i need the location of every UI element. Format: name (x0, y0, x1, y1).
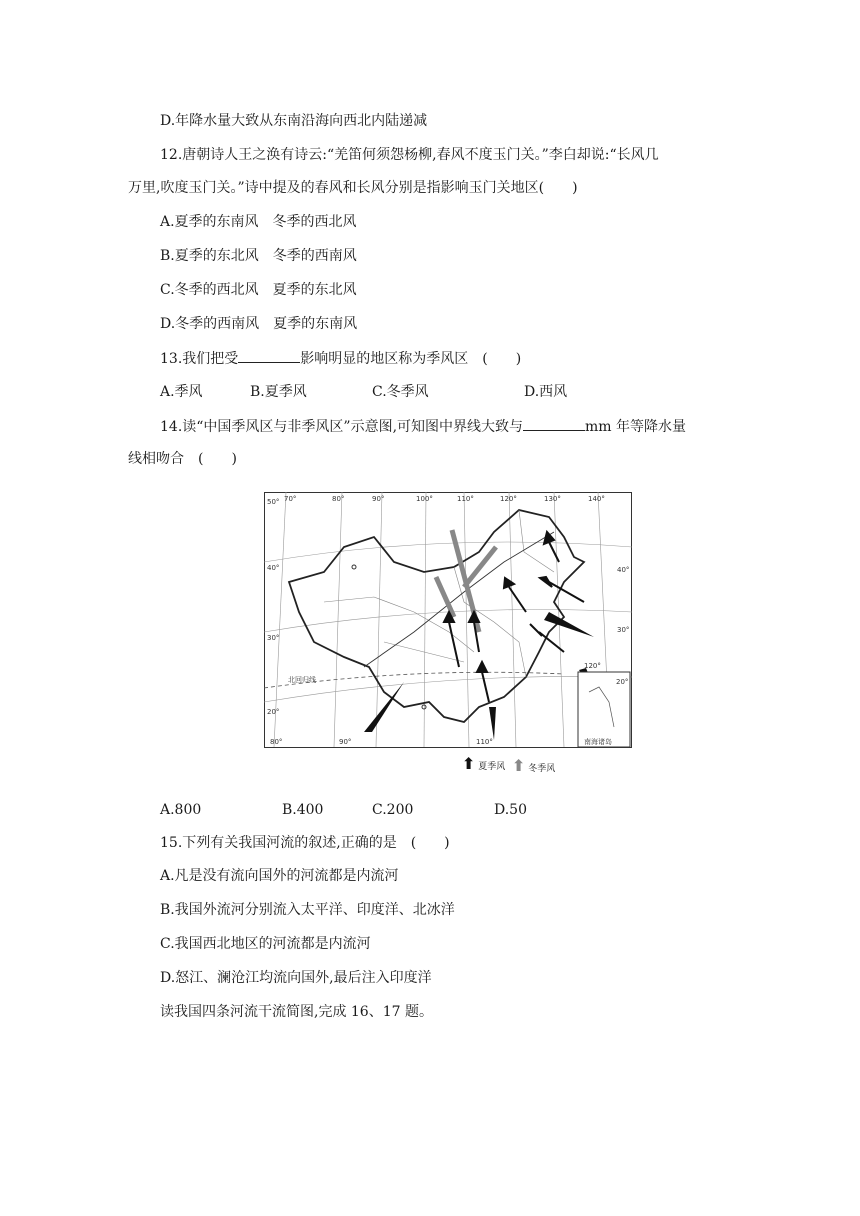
question-12-stem-line1: 12.唐朝诗人王之涣有诗云:“羌笛何须怨杨柳,春风不度玉门关。”李白却说:“长风几 (160, 147, 659, 163)
question-12-option-b: B.夏季的东北风 冬季的西南风 (160, 248, 357, 264)
question-14-option-c: C.200 (372, 802, 414, 818)
bottom-lon-label: 110° (476, 738, 493, 746)
question-14-blank[interactable] (523, 416, 585, 431)
question-12-option-a: A.夏季的东南风 冬季的西北风 (160, 214, 357, 230)
legend-winter-label: 冬季风 (528, 764, 556, 774)
question-12-stem-line2: 万里,吹度玉门关。”诗中提及的春风和长风分别是指影响玉门关地区( ) (128, 180, 578, 196)
question-14-stem-part-a: 14.读“中国季风区与非季风区”示意图,可知图中界线大致与 (160, 419, 524, 435)
legend-summer (462, 754, 505, 773)
legend-winter (512, 756, 555, 775)
tropic-label: 北回归线 (288, 676, 316, 684)
right-lat-label: 40° (617, 566, 630, 574)
inset-lon-label: 120° (584, 662, 601, 670)
lat-label: 40° (267, 564, 280, 572)
question-14-option-d: D.50 (494, 802, 527, 818)
question-15-option-c: C.我国西北地区的河流都是内流河 (160, 936, 371, 952)
lon-label: 70° (284, 495, 297, 503)
bottom-lon-label: 90° (339, 738, 352, 746)
question-15-option-b: B.我国外流河分别流入太平洋、印度洋、北冰洋 (160, 902, 455, 918)
bottom-lon-label: 80° (270, 738, 283, 746)
question-13-stem (160, 348, 521, 369)
winter-arrow-icon: ⬆ (512, 756, 526, 775)
questions-16-17-intro: 读我国四条河流干流简图,完成 16、17 题。 (160, 1004, 433, 1020)
question-15-option-d: D.怒江、澜沧江均流向国外,最后注入印度洋 (160, 970, 432, 986)
question-14-stem-line1 (160, 416, 686, 437)
question-14-stem-part-b: mm 年等降水量 (585, 419, 687, 435)
question-15-stem: 15.下列有关我国河流的叙述,正确的是 ( ) (160, 835, 450, 851)
lon-label: 120° (500, 495, 517, 503)
question-13-option-d: D.西风 (524, 384, 568, 400)
map-svg (264, 492, 632, 752)
lat-label: 30° (267, 634, 280, 642)
question-13-option-c: C.冬季风 (372, 384, 429, 400)
question-14-option-a: A.800 (160, 802, 202, 818)
lon-label: 90° (372, 495, 385, 503)
question-13-stem-part-a: 13.我们把受 (160, 351, 239, 367)
inset-lat-label: 20° (616, 678, 629, 686)
lon-label: 110° (457, 495, 474, 503)
legend-summer-label: 夏季风 (478, 762, 506, 772)
question-13-blank[interactable] (238, 348, 300, 363)
summer-arrow-icon: ⬆ (462, 754, 476, 773)
inset-label: 南海诸岛 (584, 738, 612, 746)
lon-label: 130° (544, 495, 561, 503)
monsoon-region-map (264, 492, 632, 780)
lat-label: 50° (267, 498, 280, 506)
lon-label: 80° (332, 495, 345, 503)
question-13-option-a: A.季风 (160, 384, 203, 400)
question-15-option-a: A.凡是没有流向国外的河流都是内流河 (160, 868, 399, 884)
lat-label: 20° (267, 708, 280, 716)
question-13-stem-part-b: 影响明显的地区称为季风区 ( ) (300, 351, 522, 367)
question-13-option-b: B.夏季风 (250, 384, 307, 400)
question-14-option-b: B.400 (282, 802, 324, 818)
lon-label: 100° (416, 495, 433, 503)
lon-label: 140° (588, 495, 605, 503)
question-11-option-d: D.年降水量大致从东南沿海向西北内陆递减 (160, 113, 428, 129)
question-12-option-c: C.冬季的西北风 夏季的东北风 (160, 282, 357, 298)
question-12-option-d: D.冬季的西南风 夏季的东南风 (160, 316, 358, 332)
question-14-stem-line2: 线相吻合 ( ) (128, 451, 237, 467)
right-lat-label: 30° (617, 626, 630, 634)
